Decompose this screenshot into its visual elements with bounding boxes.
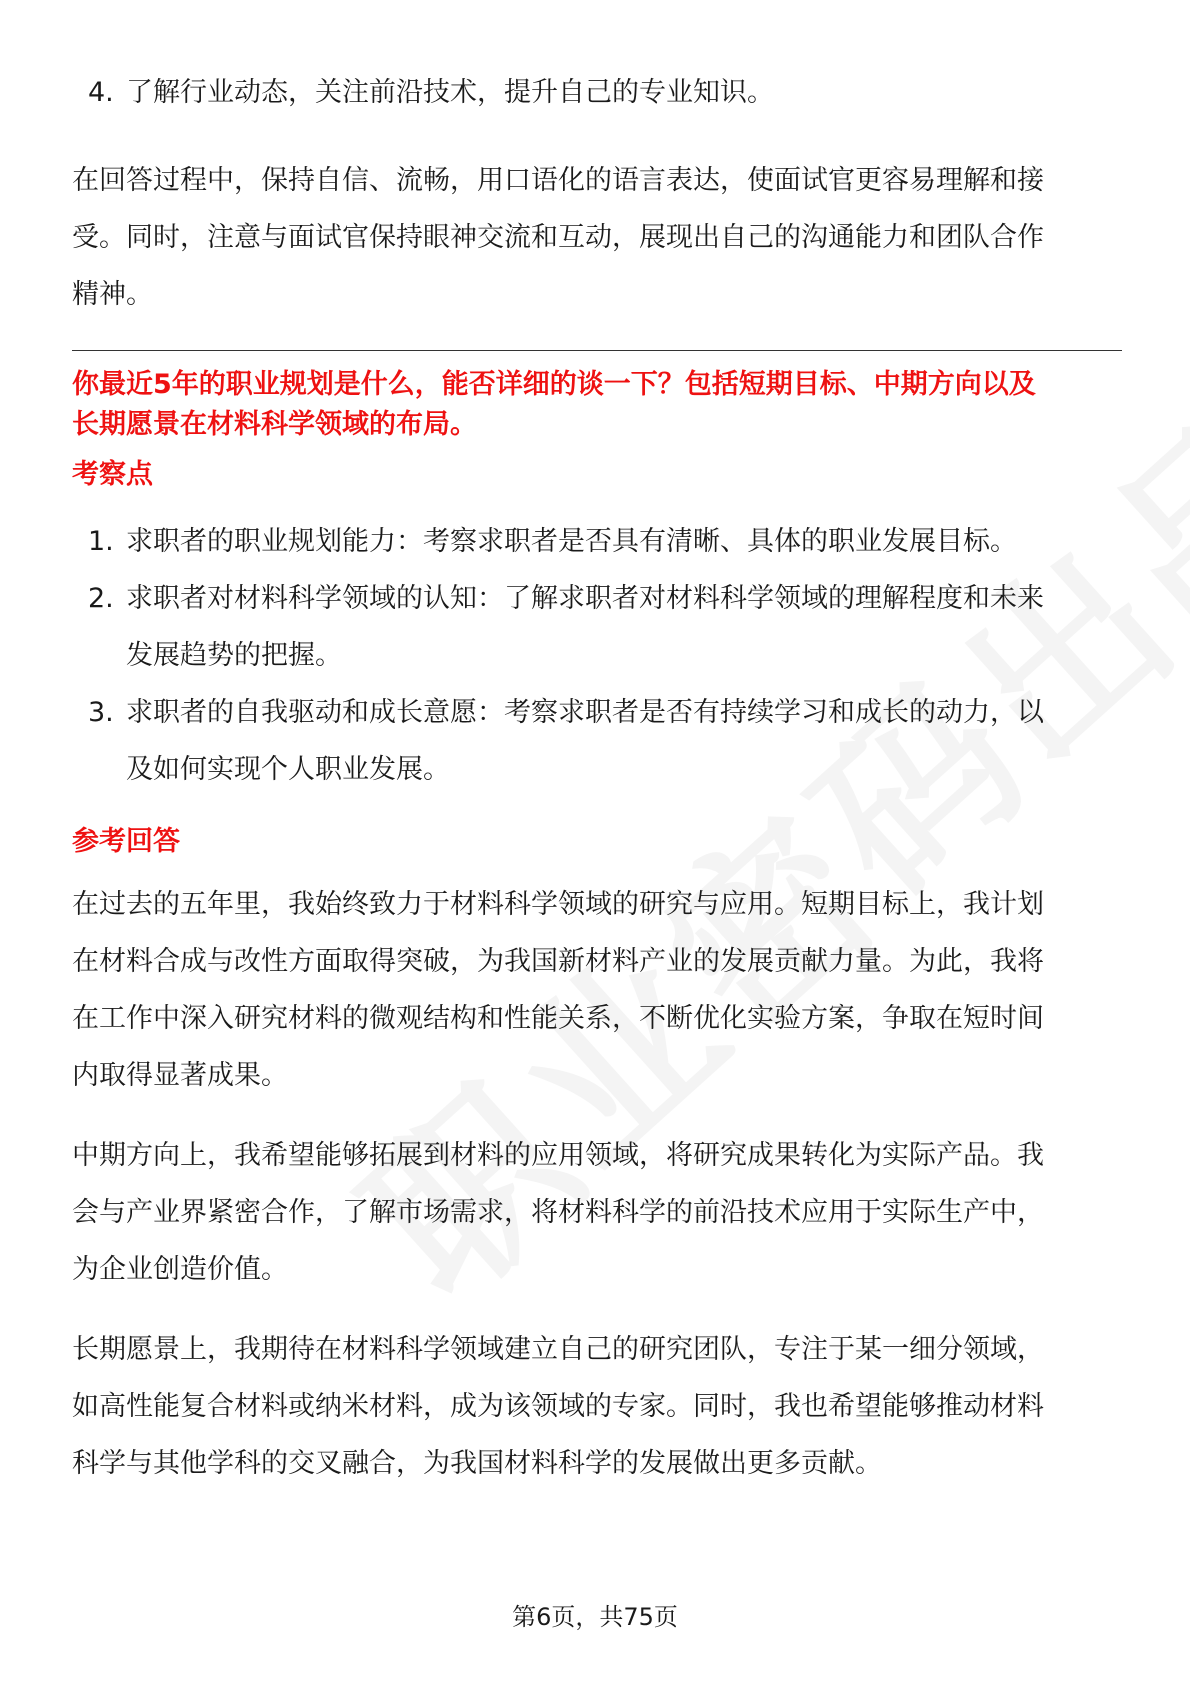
list-item [72, 513, 1122, 570]
paragraph-line: 在过去的五年里，我始终致力于材料科学领域的研究与应用。短期目标上，我计划 [72, 889, 1044, 920]
paragraph-line: 内取得显著成果。 [72, 1060, 288, 1091]
answer-paragraph [72, 1127, 1122, 1298]
list-text: 了解行业动态，关注前沿技术，提升自己的专业知识。 [126, 77, 774, 108]
paragraph-line: 精神。 [72, 279, 153, 310]
paragraph-line: 长期愿景上，我期待在材料科学领域建立自己的研究团队，专注于某一细分领域， [72, 1334, 1044, 1365]
paragraph-line: 如高性能复合材料或纳米材料，成为该领域的专家。同时，我也希望能够推动材料 [72, 1391, 1044, 1422]
paragraph-line: 在工作中深入研究材料的微观结构和性能关系，不断优化实验方案，争取在短时间 [72, 1003, 1044, 1034]
question-title [72, 365, 1122, 445]
list-number: 2. [88, 583, 114, 614]
list-number: 3. [88, 697, 114, 728]
paragraph-line: 会与产业界紧密合作，了解市场需求，将材料科学的前沿技术应用于实际生产中， [72, 1197, 1044, 1228]
answer-paragraph [72, 1321, 1122, 1492]
list-text: 求职者对材料科学领域的认知：了解求职者对材料科学领域的理解程度和未来 [126, 583, 1044, 614]
section-divider [72, 350, 1122, 351]
list-text: 求职者的职业规划能力：考察求职者是否具有清晰、具体的职业发展目标。 [126, 526, 1017, 557]
intro-paragraph [72, 152, 1122, 323]
list-text: 发展趋势的把握。 [126, 640, 342, 671]
paragraph-line: 科学与其他学科的交叉融合，为我国材料科学的发展做出更多贡献。 [72, 1448, 882, 1479]
paragraph-line: 在回答过程中，保持自信、流畅，用口语化的语言表达，使面试官更容易理解和接 [72, 165, 1044, 196]
question-line: 你最近5年的职业规划是什么，能否详细的谈一下？包括短期目标、中期方向以及 [72, 369, 1036, 400]
points-heading: 考察点 [72, 459, 153, 490]
list-item [72, 570, 1122, 684]
question-line: 长期愿景在材料科学领域的布局。 [72, 409, 477, 440]
answer-paragraph [72, 876, 1122, 1104]
paragraph-line: 在材料合成与改性方面取得突破，为我国新材料产业的发展贡献力量。为此，我将 [72, 946, 1044, 977]
list-text: 及如何实现个人职业发展。 [126, 754, 450, 785]
paragraph-line: 中期方向上，我希望能够拓展到材料的应用领域，将研究成果转化为实际产品。我 [72, 1140, 1044, 1171]
page-footer: 第6页，共75页 [512, 1603, 678, 1631]
list-number: 1. [88, 526, 114, 557]
points-list [72, 513, 1122, 798]
list-number: 4. [88, 77, 114, 108]
paragraph-line: 为企业创造价值。 [72, 1254, 288, 1285]
content [72, 64, 1122, 1492]
paragraph-line: 受。同时，注意与面试官保持眼神交流和互动，展现出自己的沟通能力和团队合作 [72, 222, 1044, 253]
list-text: 求职者的自我驱动和成长意愿：考察求职者是否有持续学习和成长的动力，以 [126, 697, 1044, 728]
list-item [72, 684, 1122, 798]
list-item [72, 64, 1122, 121]
answer-heading: 参考回答 [72, 826, 180, 857]
